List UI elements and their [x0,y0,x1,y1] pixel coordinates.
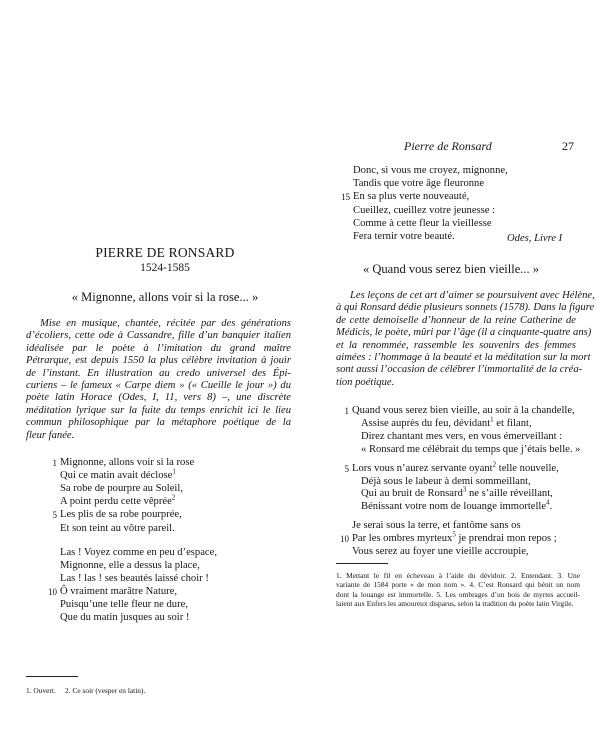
intro-line: Les leçons de cet art d’aimer se poursuivent avec Hélène, [350,290,595,301]
footnote-line: laient aux Enfers les amoureux disparus, selon la tradition du poète latin Virgile. [336,599,574,609]
intro-line: commun philosophique par la métaphore poétique de la [26,417,291,429]
verse-line: Bénissant votre nom de louange immortelle$^4$. [361,498,553,513]
verse-line: Tandis que votre âge fleuronne [353,178,485,190]
verse-line: Quand vous serez bien vieille, au soir à la chandelle, [352,405,575,416]
verse-line: Direz chantant mes vers, en vous émerveillant : [361,430,563,442]
verse-line: A point perdu cette vêprée$^2$ [60,493,176,508]
footnotes-right [336,571,580,609]
intro-line: curiens – le fameux « Carpe diem » (« Cueille le jour ») du [26,380,291,392]
verse-line: Déjà sous le labeur à demi sommeillant, [361,475,531,487]
intro-line: aimées : l’hommage à la beauté et la méditation sur la mort [336,352,591,364]
intro-line: à qui Ronsard dédie plusieurs sonnets (1578). Dans la figure [336,302,595,314]
footnote-ref: 4 [546,498,550,507]
footnotes: 1. Ouvert. 2. Ce soir (vesper en latin). [26,686,146,695]
running-title: Pierre de Ronsard [404,139,492,153]
verse-line: Que du matin jusques au soir ! [60,612,190,624]
author-heading: PIERRE DE RONSARD [95,245,235,260]
footnote-ref: 1 [172,467,176,476]
footnote-line: 1. Mettant le fil en écheveau à l’aide du dévidoir. 2. Entendant. 3. Une [336,571,580,580]
intro-line: Médicis, le poète, mûri par l’âge (il a cinquante-quatre ans) [336,327,592,339]
verse-line: En sa plus verte nouveauté, [353,191,470,203]
line-number: 10 [48,586,57,597]
verse-line: Sa robe de pourpre au Soleil, [60,483,183,495]
verse-line: Mignonne, elle a dessus la place, [60,559,200,571]
intro-line: sont aussi l’occasion de célébrer l’immortalité de la créa- [336,364,583,376]
footnote-ref: 1 [490,415,494,424]
citation: Odes, Livre I [507,233,563,244]
footnote-ref: 2 [492,460,497,469]
intro-line: tion poétique. [336,376,395,388]
intro2-paragraph [336,290,595,389]
verse-line: Ô vraiment marâtre Nature, [60,585,178,597]
page-number: 27 [562,139,574,153]
intro-line: fleur fanée. [26,429,75,441]
footnote-rule [26,676,78,677]
line-number: 10 [340,534,349,545]
line-number: 15 [341,192,350,203]
intro-line: poète latin Horace (Odes, I, 11, vers 8) –, une discrète [26,392,291,404]
intro-line: Mise en musique, chantée, récitée par des générations [40,318,291,329]
intro-line: idéalisée par le poète à l’imitation du grand maître [26,342,291,354]
verse-line: Qui ce matin avait déclose$^1$ [60,467,176,482]
verse-line: Je serai sous la terre, et fantôme sans os [352,520,521,532]
line-number: 1 [52,458,57,468]
intro-line: Pétrarque, est depuis 1550 la plus célèbre invitation à jouir [26,355,291,367]
verse-line: Las ! las ! ses beautés laissé choir ! [60,572,209,584]
intro-line: et la renommée, rassemble les souvenirs des femmes [336,339,576,351]
footnote-ref: 2 [171,493,176,502]
verse-line: « Ronsard me célébrait du temps que j’étais belle. » [361,443,581,455]
footnote-ref: 5 [452,530,456,539]
footnote-ref: 3 [462,485,467,494]
line-number: 1 [344,406,349,416]
poem2-title: « Quand vous serez bien vieille... » [363,262,539,276]
footnote-line: dont la louange est immortelle. 5. Les ombrages d’un bois de myrtes accueil- [336,589,580,599]
right-page [300,0,600,750]
verse-line: Vous serez au foyer une vieille accroupie, [352,546,529,557]
verse-line: Assise auprès du feu, dévidant$^1$ et filant, [361,415,532,429]
verse-line: Les plis de sa robe pourprée, [60,509,182,521]
intro-line: d’écoliers, cette ode à Cassandre, fille d’un banquier italien [26,330,291,342]
intro-line: méditation lyrique sur la fuite du temps enrichit ici le lieu [26,404,291,416]
intro-line: de cette demoiselle d’honneur de la reine Catherine de [336,314,576,326]
footnote-line: variante de 1584 porte « de mon nom ». 4. C’est Ronsard qui bénit un nom [336,580,580,590]
intro-paragraph [26,318,291,442]
verse-line: Fera ternir votre beauté. [353,231,455,242]
verse-line: Comme à cette fleur la vieillesse [353,217,492,229]
verse-line: Cueillez, cueillez votre jeunesse : [353,204,496,216]
verse-line: Et son teint au vôtre pareil. [60,522,175,534]
verse-line: Lors vous n’aurez servante oyant$^2$ telle nouvelle, [352,460,559,474]
intro-line: de l’instant. En illustration au credo universel des Épi- [26,367,291,379]
author-dates: 1524-1585 [140,262,190,274]
verse-line: Donc, si vous me croyez, mignonne, [353,165,508,176]
verse-line: Mignonne, allons voir si la rose [60,457,195,468]
verse-line: Par les ombres myrteux$^5$ je prendrai mon repos ; [352,530,557,545]
verse-line: Qui au bruit de Ronsard$^3$ ne s’aille réveillant, [361,485,553,500]
poem-title: « Mignonne, allons voir si la rose... » [71,290,259,304]
footnote-rule-right [336,563,388,564]
line-number: 5 [52,510,57,521]
line-number: 5 [344,463,349,474]
verse-line: Puisqu’une telle fleur ne dure, [60,599,188,610]
verse-line: Las ! Voyez comme en peu d’espace, [60,546,217,558]
